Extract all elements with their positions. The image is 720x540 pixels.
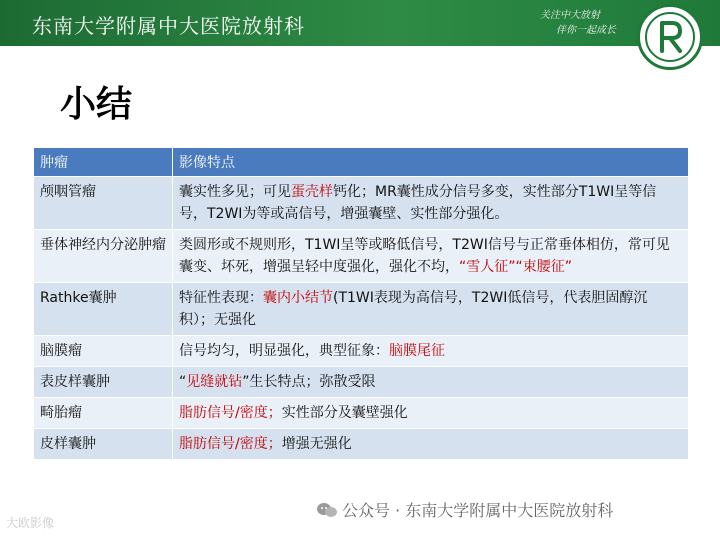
feature-text: 钙化；MR囊性成分信号多变，实性部分T1WI呈等信号，T2WI为等或高信号，增强囊壁、实性部分强化。 — [179, 184, 657, 222]
slogan-line-2: 伴你一起成长 — [556, 25, 616, 36]
feature-text: (T1WI表现为高信号，T2WI低信号，代表胆固醇沉积）；无强化 — [179, 290, 648, 328]
table-row — [34, 230, 689, 283]
hospital-logo — [637, 4, 703, 70]
imaging-feature-cell — [173, 230, 689, 283]
feature-text: ”生长特点；弥散受限 — [242, 374, 376, 390]
feature-text: 信号均匀，明显强化，典型征象： — [179, 343, 389, 359]
imaging-feature-cell — [173, 429, 689, 460]
table-row — [34, 283, 689, 336]
key-sign-text: 脑膜尾征 — [389, 343, 445, 359]
key-sign-text: 囊内小结节 — [263, 290, 333, 306]
key-sign-text: 脂肪信号/密度； — [179, 436, 282, 452]
table-header-row — [34, 148, 689, 177]
feature-text: 特征性表现： — [179, 290, 263, 306]
key-sign-text: 蛋壳样 — [291, 184, 333, 200]
table-row — [34, 336, 689, 367]
slogan-line-1: 关注中大放射 — [540, 10, 600, 21]
key-sign-text: “雪人征”“束腰征” — [459, 259, 573, 275]
header-bar — [0, 0, 720, 46]
tumor-name-cell: 垂体神经内分泌肿瘤 — [34, 230, 173, 283]
table-row — [34, 367, 689, 398]
tumor-name-cell: 脑膜瘤 — [34, 336, 173, 367]
key-sign-text: 见缝就钻 — [186, 374, 243, 390]
logo-emblem-icon — [640, 7, 700, 67]
imaging-feature-cell — [173, 367, 689, 398]
tumor-name-cell: 畸胎瘤 — [34, 398, 173, 429]
imaging-feature-cell — [173, 336, 689, 367]
column-header-features: 影像特点 — [173, 148, 689, 177]
footer-text: 公众号 · 东南大学附属中大医院放射科 — [342, 501, 614, 520]
feature-text: 增强无强化 — [281, 436, 352, 452]
header-slogan — [540, 8, 616, 38]
feature-text: 类圆形或不规则形，T1WI呈等或略低信号，T2WI信号与正常垂体相仿，常可见囊变、坏死，增强呈轻中度强化，强化不均， — [179, 237, 670, 275]
feature-text: 实性部分及囊壁强化 — [281, 405, 408, 421]
table-row — [34, 429, 689, 460]
header-title: 东南大学附属中大医院放射科 — [32, 14, 305, 38]
tumor-name-cell: 颅咽管瘤 — [34, 177, 173, 230]
table-row — [34, 398, 689, 429]
key-sign-text: 脂肪信号/密度； — [179, 405, 282, 421]
feature-text: 囊实性多见；可见 — [179, 184, 291, 200]
tumor-name-cell: 皮样囊肿 — [34, 429, 173, 460]
imaging-feature-cell — [173, 177, 689, 230]
column-header-tumor: 肿瘤 — [34, 148, 173, 177]
imaging-feature-cell — [173, 283, 689, 336]
footer-account — [316, 498, 613, 521]
watermark: 大欧影像 — [6, 516, 55, 530]
summary-table — [33, 147, 689, 460]
page-title: 小结 — [60, 84, 133, 125]
imaging-feature-cell — [173, 398, 689, 429]
table-row — [34, 177, 689, 230]
feature-text: “ — [179, 374, 187, 390]
tumor-name-cell: Rathke囊肿 — [34, 283, 173, 336]
wechat-icon — [316, 502, 338, 518]
table-body — [34, 177, 689, 460]
tumor-name-cell: 表皮样囊肿 — [34, 367, 173, 398]
